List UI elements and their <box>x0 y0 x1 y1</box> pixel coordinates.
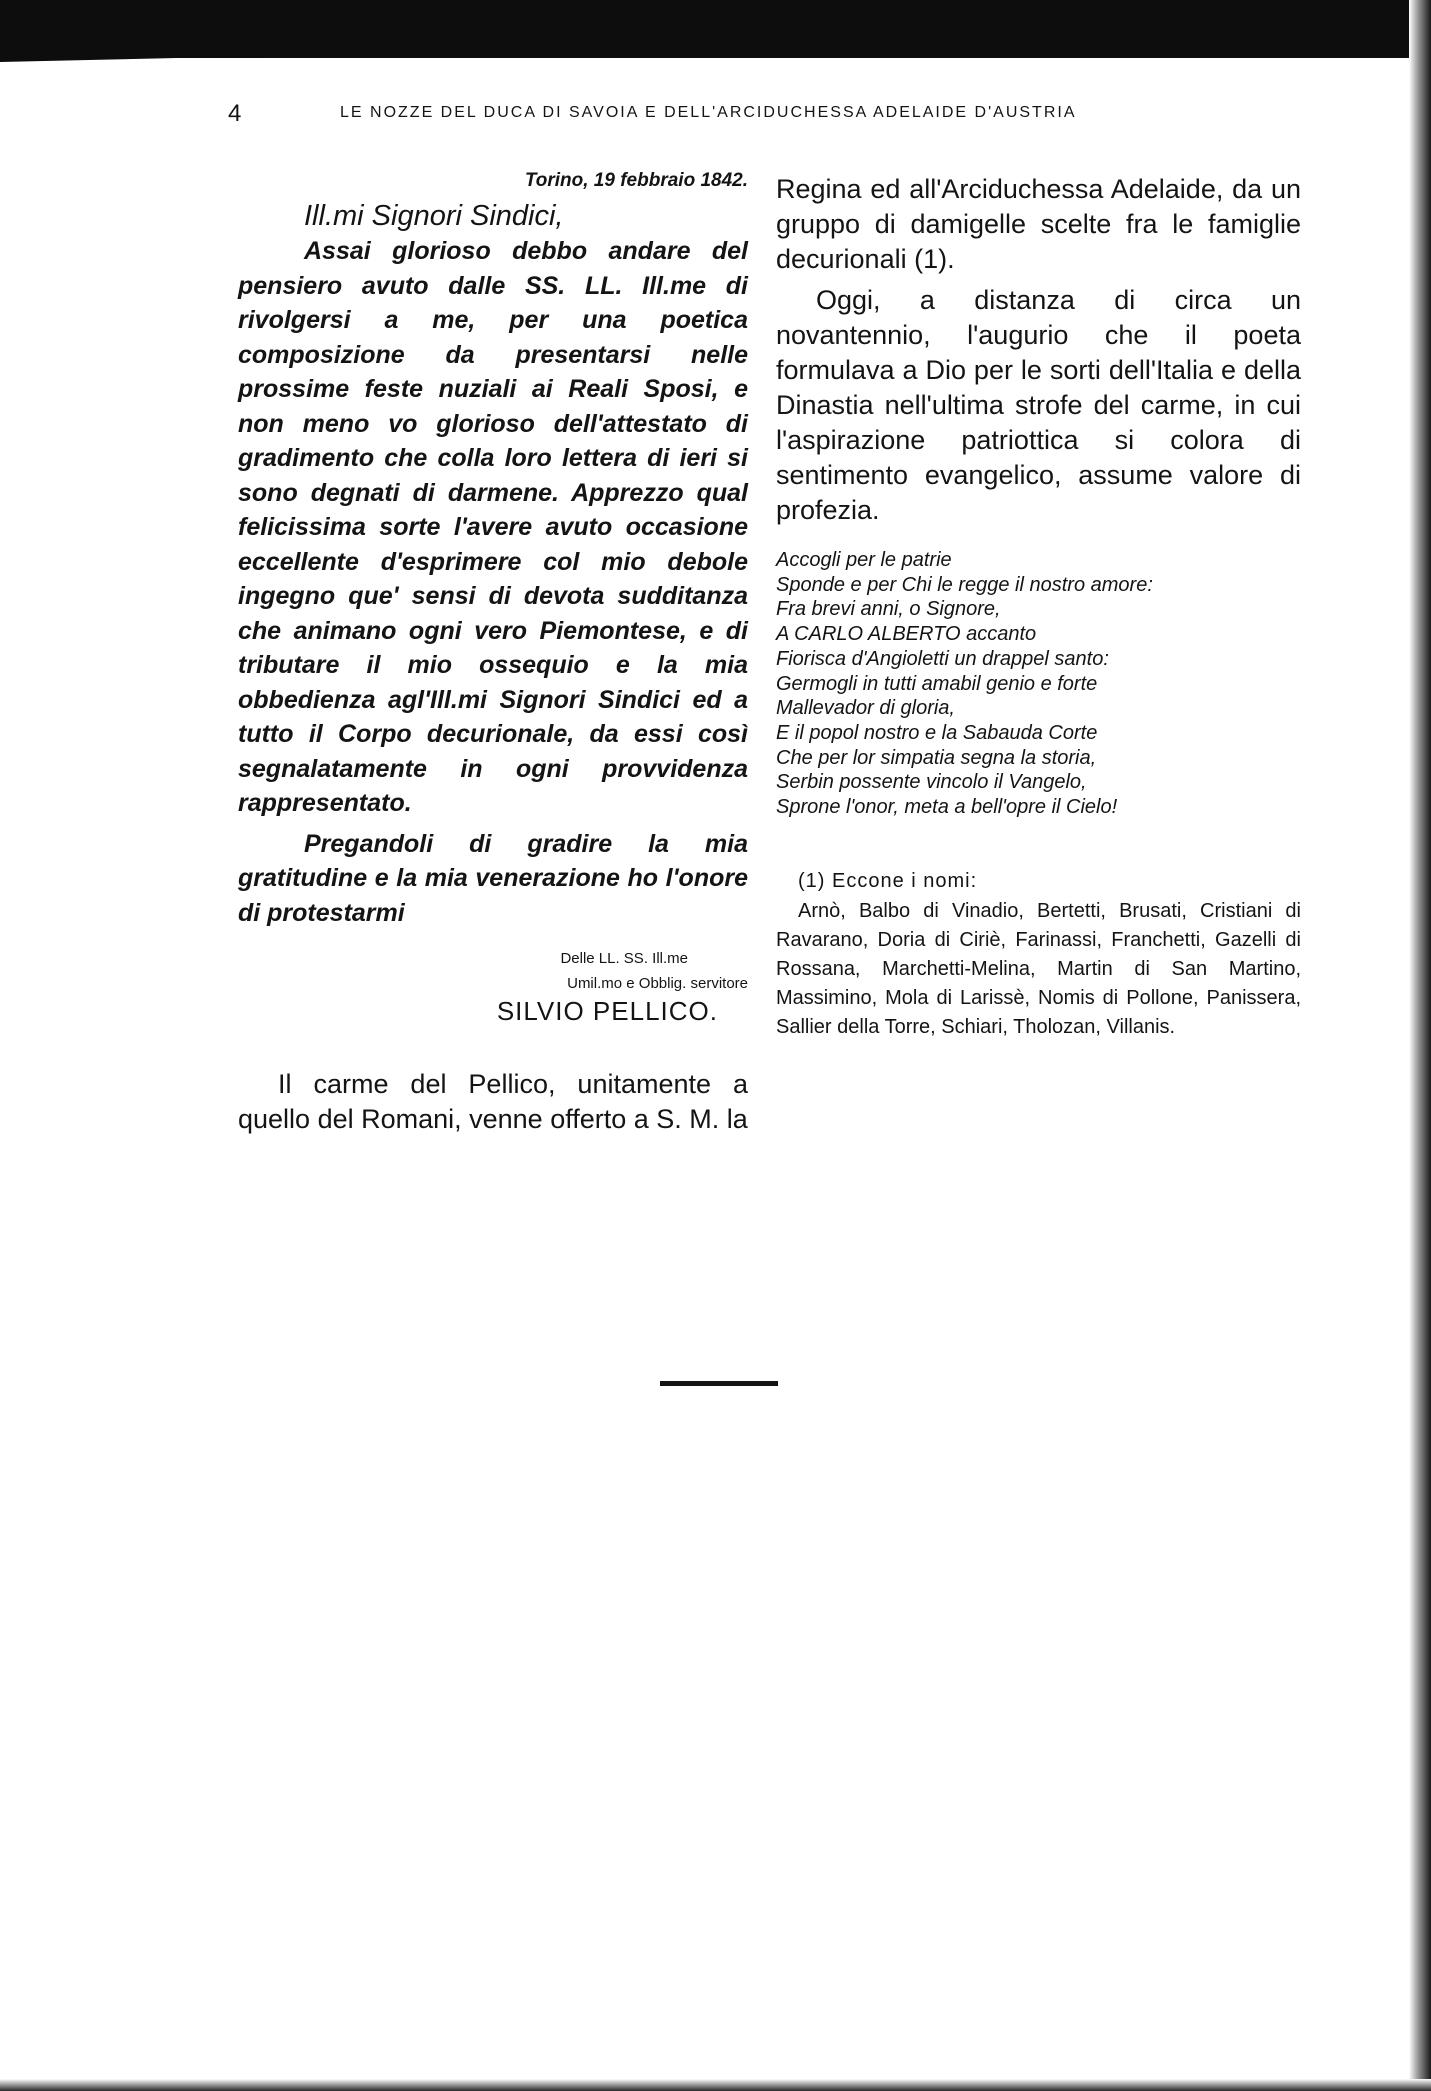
poem-line: Accogli per le patrie <box>776 549 952 571</box>
poem-line: Sprone l'onor, meta a bell'opre il Cielo! <box>776 796 1118 819</box>
poem-line: Fra brevi anni, o Signore, <box>776 598 1001 621</box>
right-column <box>776 172 1301 1042</box>
letter-paragraph: Pregandoli di gradire la mia gratitudine e la mia venerazione ho l'onore di protestarmi <box>238 829 748 927</box>
body-paragraph: Il carme del Pellico, unitamente a quello del Romani, venne offerto a S. M. la <box>238 1069 748 1134</box>
poem-line: Che per lor simpatia segna la storia, <box>776 746 1097 769</box>
poem-line: Fiorisca d'Angioletti un drappel santo: <box>776 647 1109 670</box>
poem-line: Mallevador di gloria, <box>776 697 955 720</box>
section-divider <box>660 1381 778 1386</box>
poem-line: A CARLO ALBERTO accanto <box>776 623 1037 646</box>
scan-border-right <box>1409 0 1431 2091</box>
poem-stanza <box>776 548 1301 820</box>
running-title: LE NOZZE DEL DUCA DI SAVOIA E DELL'ARCIDUCHESSA ADELAIDE D'AUSTRIA <box>340 104 1077 121</box>
closing-line: Umil.mo e Obblig. servitore <box>567 975 748 992</box>
poem-line: Germogli in tutti amabil genio e forte <box>776 672 1098 695</box>
footnote-text: Arnò, Balbo di Vinadio, Bertetti, Brusati, Cristiani di Ravarano, Doria di Ciriè, Farinassi, Franchetti, Gazelli di Rossana, Marchetti-Melina, Martin di San Martino, Massimino, Mola di Larissè, Nomis di Pollone, Panissera, Sallier della Torre, Schiari, Tholozan, Villanis. <box>776 899 1301 1038</box>
footnote <box>776 870 1301 1042</box>
letter-paragraph: Assai glorioso debbo andare del pensiero avuto dalle SS. LL. Ill.me di rivolgersi a me, per una poetica composizione da presentarsi nelle prossime feste nuziali ai Reali Sposi, e non meno vo glorioso dell'attestato di gradimento che colla loro lettera di ieri si sono degnati di darmene. Apprezzo qual felicissima sorte l'avere avuto occasione eccellente d'esprimere col mio debole ingegno que' sensi di devota sudditanza che animano ogni vero Piemontese, e di tributare il mio ossequio e la mia obbedienza agl'Ill.mi Signori Sindici ed a tutto il Corpo decurionale, da essi così segnalatamente in ogni provvidenza rappresentato. <box>238 237 748 817</box>
poem-line: Serbin possente vincolo il Vangelo, <box>776 771 1087 794</box>
body-paragraph: Oggi, a distanza di circa un novantennio, l'augurio che il poeta formulava a Dio per le sorti dell'Italia e della Dinastia nell'ultima strofe del carme, in cui l'aspirazione patriottica si colora di sentimento evangelico, assume valore di profezia. <box>776 285 1301 525</box>
scan-border-bottom <box>0 2079 1431 2091</box>
body-paragraph: Regina ed all'Arciduchessa Adelaide, da un gruppo di damigelle scelte fra le famiglie decurionali (1). <box>776 174 1301 274</box>
poem-line: E il popol nostro e la Sabauda Corte <box>776 721 1098 744</box>
page-number: 4 <box>228 100 242 127</box>
poem-line: Sponde e per Chi le regge il nostro amore: <box>776 573 1153 596</box>
closing-line: Delle LL. SS. Ill.me <box>560 950 688 967</box>
letter-dateline: Torino, 19 febbraio 1842. <box>524 170 748 191</box>
letter-signature: SILVIO PELLICO. <box>496 996 718 1026</box>
left-column <box>238 170 748 1137</box>
letter-salutation: Ill.mi Signori Sindici, <box>304 200 564 232</box>
letter-closing <box>238 950 748 1027</box>
footnote-intro: (1) Eccone i nomi: <box>798 869 978 892</box>
